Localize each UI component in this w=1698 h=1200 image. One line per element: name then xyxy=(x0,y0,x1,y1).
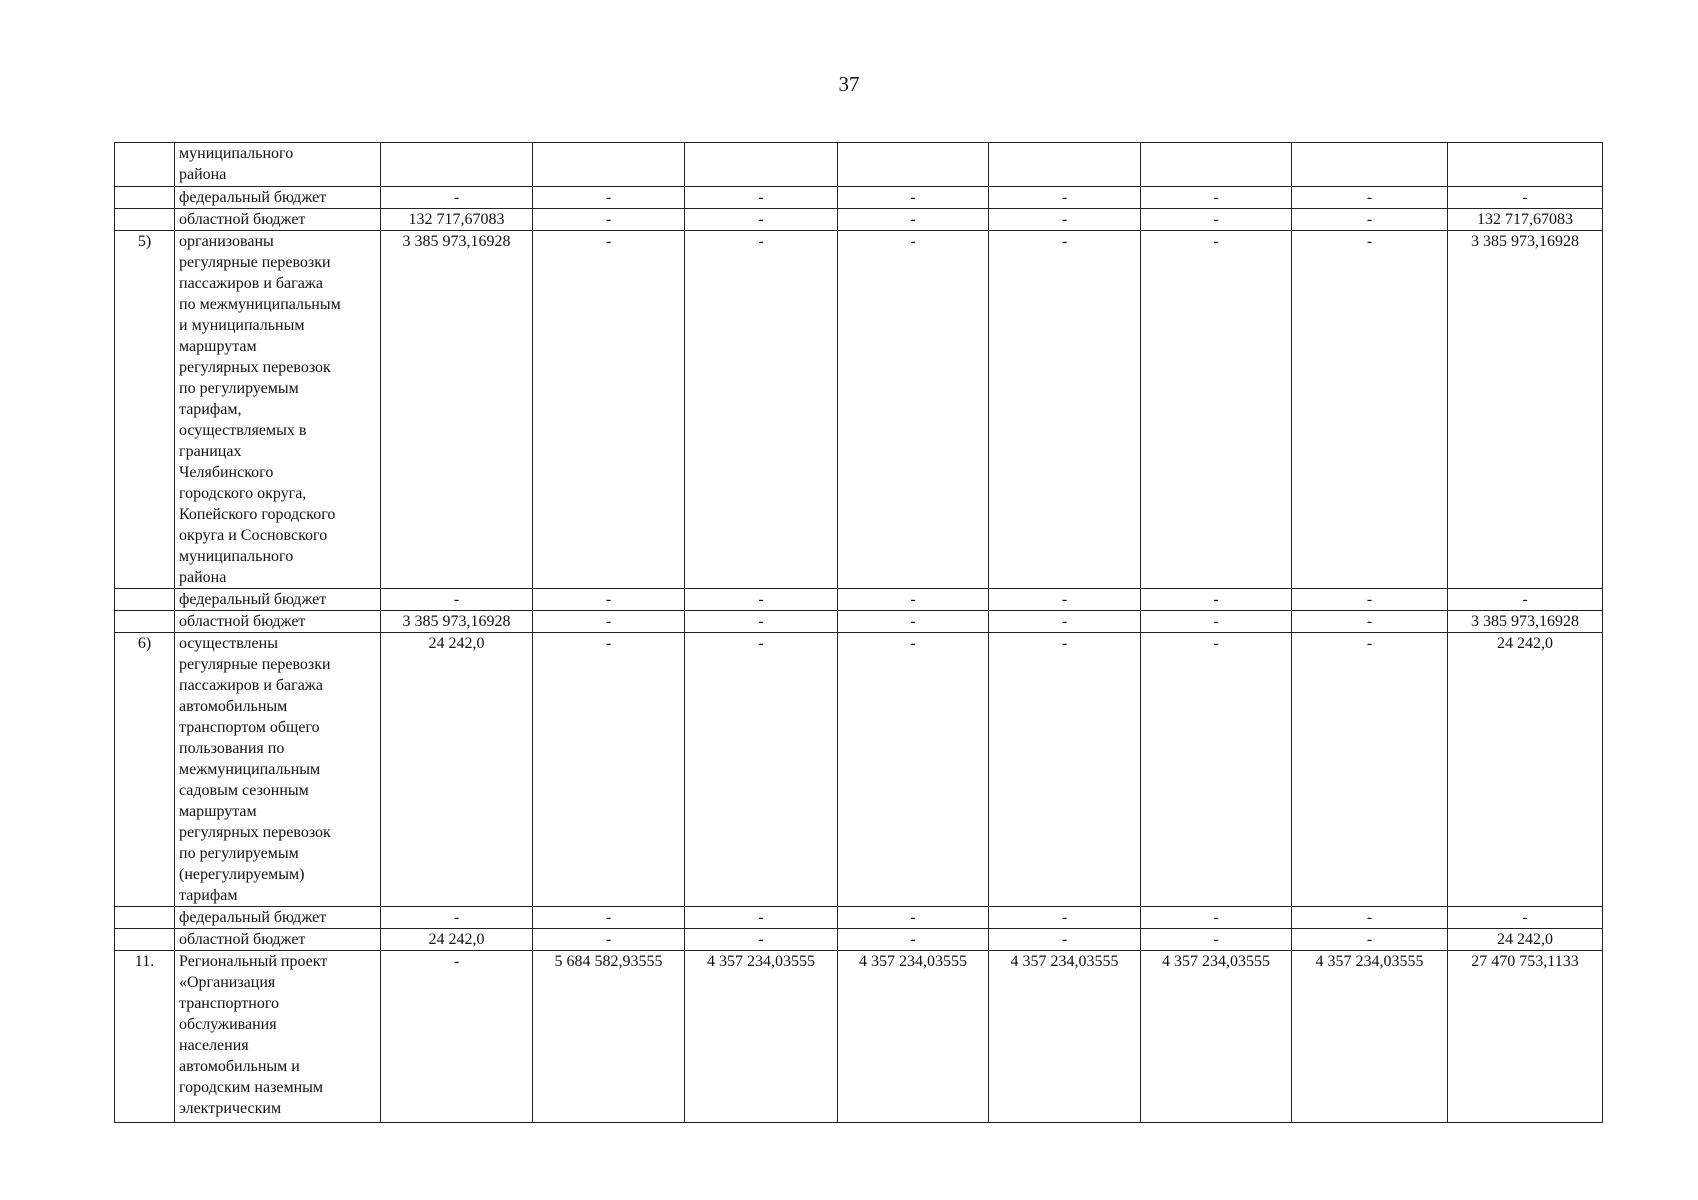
value-cell xyxy=(838,143,989,187)
value-cell: - xyxy=(533,907,685,929)
row-label-cell: областной бюджет xyxy=(175,929,381,951)
value-cell: 24 242,0 xyxy=(1448,633,1603,907)
table-row xyxy=(115,951,1603,1123)
row-label-cell: осуществлены регулярные перевозки пассажиров и багажа автомобильным транспортом общего пользования по межмуниципальным садовым сезонным маршрутам регулярных перевозок по регулируемым (нерегулируемым) тарифам xyxy=(175,633,381,907)
value-cell: - xyxy=(533,209,685,231)
value-cell: 4 357 234,03555 xyxy=(1292,951,1448,1123)
row-number-cell xyxy=(115,209,175,231)
value-cell: 4 357 234,03555 xyxy=(989,951,1141,1123)
row-label-cell: Региональный проект «Организация транспортного обслуживания населения автомобильным и городским наземным электрическим xyxy=(175,951,381,1123)
value-cell: - xyxy=(838,929,989,951)
value-cell: - xyxy=(1448,589,1603,611)
row-label-cell: областной бюджет xyxy=(175,209,381,231)
value-cell: - xyxy=(1292,209,1448,231)
value-cell: - xyxy=(685,209,838,231)
value-cell xyxy=(533,143,685,187)
page-number: 37 xyxy=(838,72,860,96)
value-cell: - xyxy=(533,187,685,209)
value-cell xyxy=(1292,143,1448,187)
table-row xyxy=(115,143,1603,187)
row-label-cell: федеральный бюджет xyxy=(175,187,381,209)
table-row xyxy=(115,929,1603,951)
table-row xyxy=(115,907,1603,929)
value-cell: 24 242,0 xyxy=(1448,929,1603,951)
value-cell: - xyxy=(533,611,685,633)
value-cell: - xyxy=(1292,589,1448,611)
value-cell xyxy=(381,143,533,187)
value-cell: - xyxy=(1141,907,1292,929)
row-number-cell: 6) xyxy=(115,633,175,907)
value-cell: 3 385 973,16928 xyxy=(1448,611,1603,633)
value-cell: - xyxy=(685,231,838,589)
value-cell xyxy=(685,143,838,187)
value-cell: - xyxy=(838,589,989,611)
value-cell: - xyxy=(381,589,533,611)
value-cell: - xyxy=(838,209,989,231)
value-cell: - xyxy=(533,589,685,611)
row-number-cell: 5) xyxy=(115,231,175,589)
table-row xyxy=(115,633,1603,907)
value-cell: - xyxy=(685,611,838,633)
value-cell xyxy=(1141,143,1292,187)
value-cell: - xyxy=(685,907,838,929)
value-cell: - xyxy=(838,231,989,589)
value-cell: - xyxy=(1448,187,1603,209)
value-cell: - xyxy=(1141,231,1292,589)
value-cell: - xyxy=(1141,589,1292,611)
value-cell: - xyxy=(838,611,989,633)
value-cell: - xyxy=(1292,907,1448,929)
row-label-cell: организованы регулярные перевозки пассажиров и багажа по межмуниципальным и муниципальным маршрутам регулярных перевозок по регулируемым тарифам, осуществляемых в границах Челябинского городского округа, Копейского городского округа и Сосновского муниципального района xyxy=(175,231,381,589)
budget-table xyxy=(114,142,1603,1123)
value-cell: - xyxy=(1141,187,1292,209)
value-cell xyxy=(989,143,1141,187)
table-body xyxy=(115,143,1603,1123)
value-cell: - xyxy=(838,633,989,907)
value-cell: - xyxy=(989,611,1141,633)
value-cell: - xyxy=(685,589,838,611)
value-cell: 132 717,67083 xyxy=(381,209,533,231)
value-cell: - xyxy=(989,633,1141,907)
value-cell: 3 385 973,16928 xyxy=(381,231,533,589)
value-cell: - xyxy=(1141,633,1292,907)
table-row xyxy=(115,611,1603,633)
value-cell: - xyxy=(1292,231,1448,589)
table-row xyxy=(115,187,1603,209)
value-cell: - xyxy=(1141,209,1292,231)
value-cell: - xyxy=(1292,929,1448,951)
value-cell: - xyxy=(1141,611,1292,633)
value-cell: 24 242,0 xyxy=(381,633,533,907)
value-cell: - xyxy=(989,231,1141,589)
value-cell: - xyxy=(533,231,685,589)
value-cell: - xyxy=(1141,929,1292,951)
value-cell: 4 357 234,03555 xyxy=(1141,951,1292,1123)
row-label-cell: муниципального района xyxy=(175,143,381,187)
value-cell: 132 717,67083 xyxy=(1448,209,1603,231)
value-cell: - xyxy=(1292,633,1448,907)
value-cell: - xyxy=(381,187,533,209)
row-label-cell: областной бюджет xyxy=(175,611,381,633)
value-cell: 3 385 973,16928 xyxy=(381,611,533,633)
row-label-cell: федеральный бюджет xyxy=(175,907,381,929)
value-cell: 4 357 234,03555 xyxy=(685,951,838,1123)
value-cell: 24 242,0 xyxy=(381,929,533,951)
value-cell: 3 385 973,16928 xyxy=(1448,231,1603,589)
value-cell: - xyxy=(838,187,989,209)
row-number-cell xyxy=(115,611,175,633)
row-label-cell: федеральный бюджет xyxy=(175,589,381,611)
row-number-cell xyxy=(115,929,175,951)
table-row xyxy=(115,231,1603,589)
row-number-cell: 11. xyxy=(115,951,175,1123)
row-number-cell xyxy=(115,589,175,611)
value-cell: - xyxy=(1448,907,1603,929)
value-cell: 5 684 582,93555 xyxy=(533,951,685,1123)
value-cell: - xyxy=(989,907,1141,929)
value-cell: - xyxy=(533,633,685,907)
table-row xyxy=(115,589,1603,611)
value-cell: - xyxy=(1292,611,1448,633)
value-cell: - xyxy=(685,633,838,907)
value-cell: 27 470 753,1133 xyxy=(1448,951,1603,1123)
value-cell: - xyxy=(1292,187,1448,209)
row-number-cell xyxy=(115,907,175,929)
row-number-cell xyxy=(115,143,175,187)
value-cell: - xyxy=(381,907,533,929)
value-cell: - xyxy=(989,187,1141,209)
value-cell: - xyxy=(989,589,1141,611)
value-cell: - xyxy=(989,929,1141,951)
value-cell: - xyxy=(838,907,989,929)
value-cell: - xyxy=(685,187,838,209)
value-cell: - xyxy=(685,929,838,951)
value-cell: - xyxy=(533,929,685,951)
value-cell: 4 357 234,03555 xyxy=(838,951,989,1123)
row-number-cell xyxy=(115,187,175,209)
table-row xyxy=(115,209,1603,231)
value-cell xyxy=(1448,143,1603,187)
value-cell: - xyxy=(989,209,1141,231)
value-cell: - xyxy=(381,951,533,1123)
